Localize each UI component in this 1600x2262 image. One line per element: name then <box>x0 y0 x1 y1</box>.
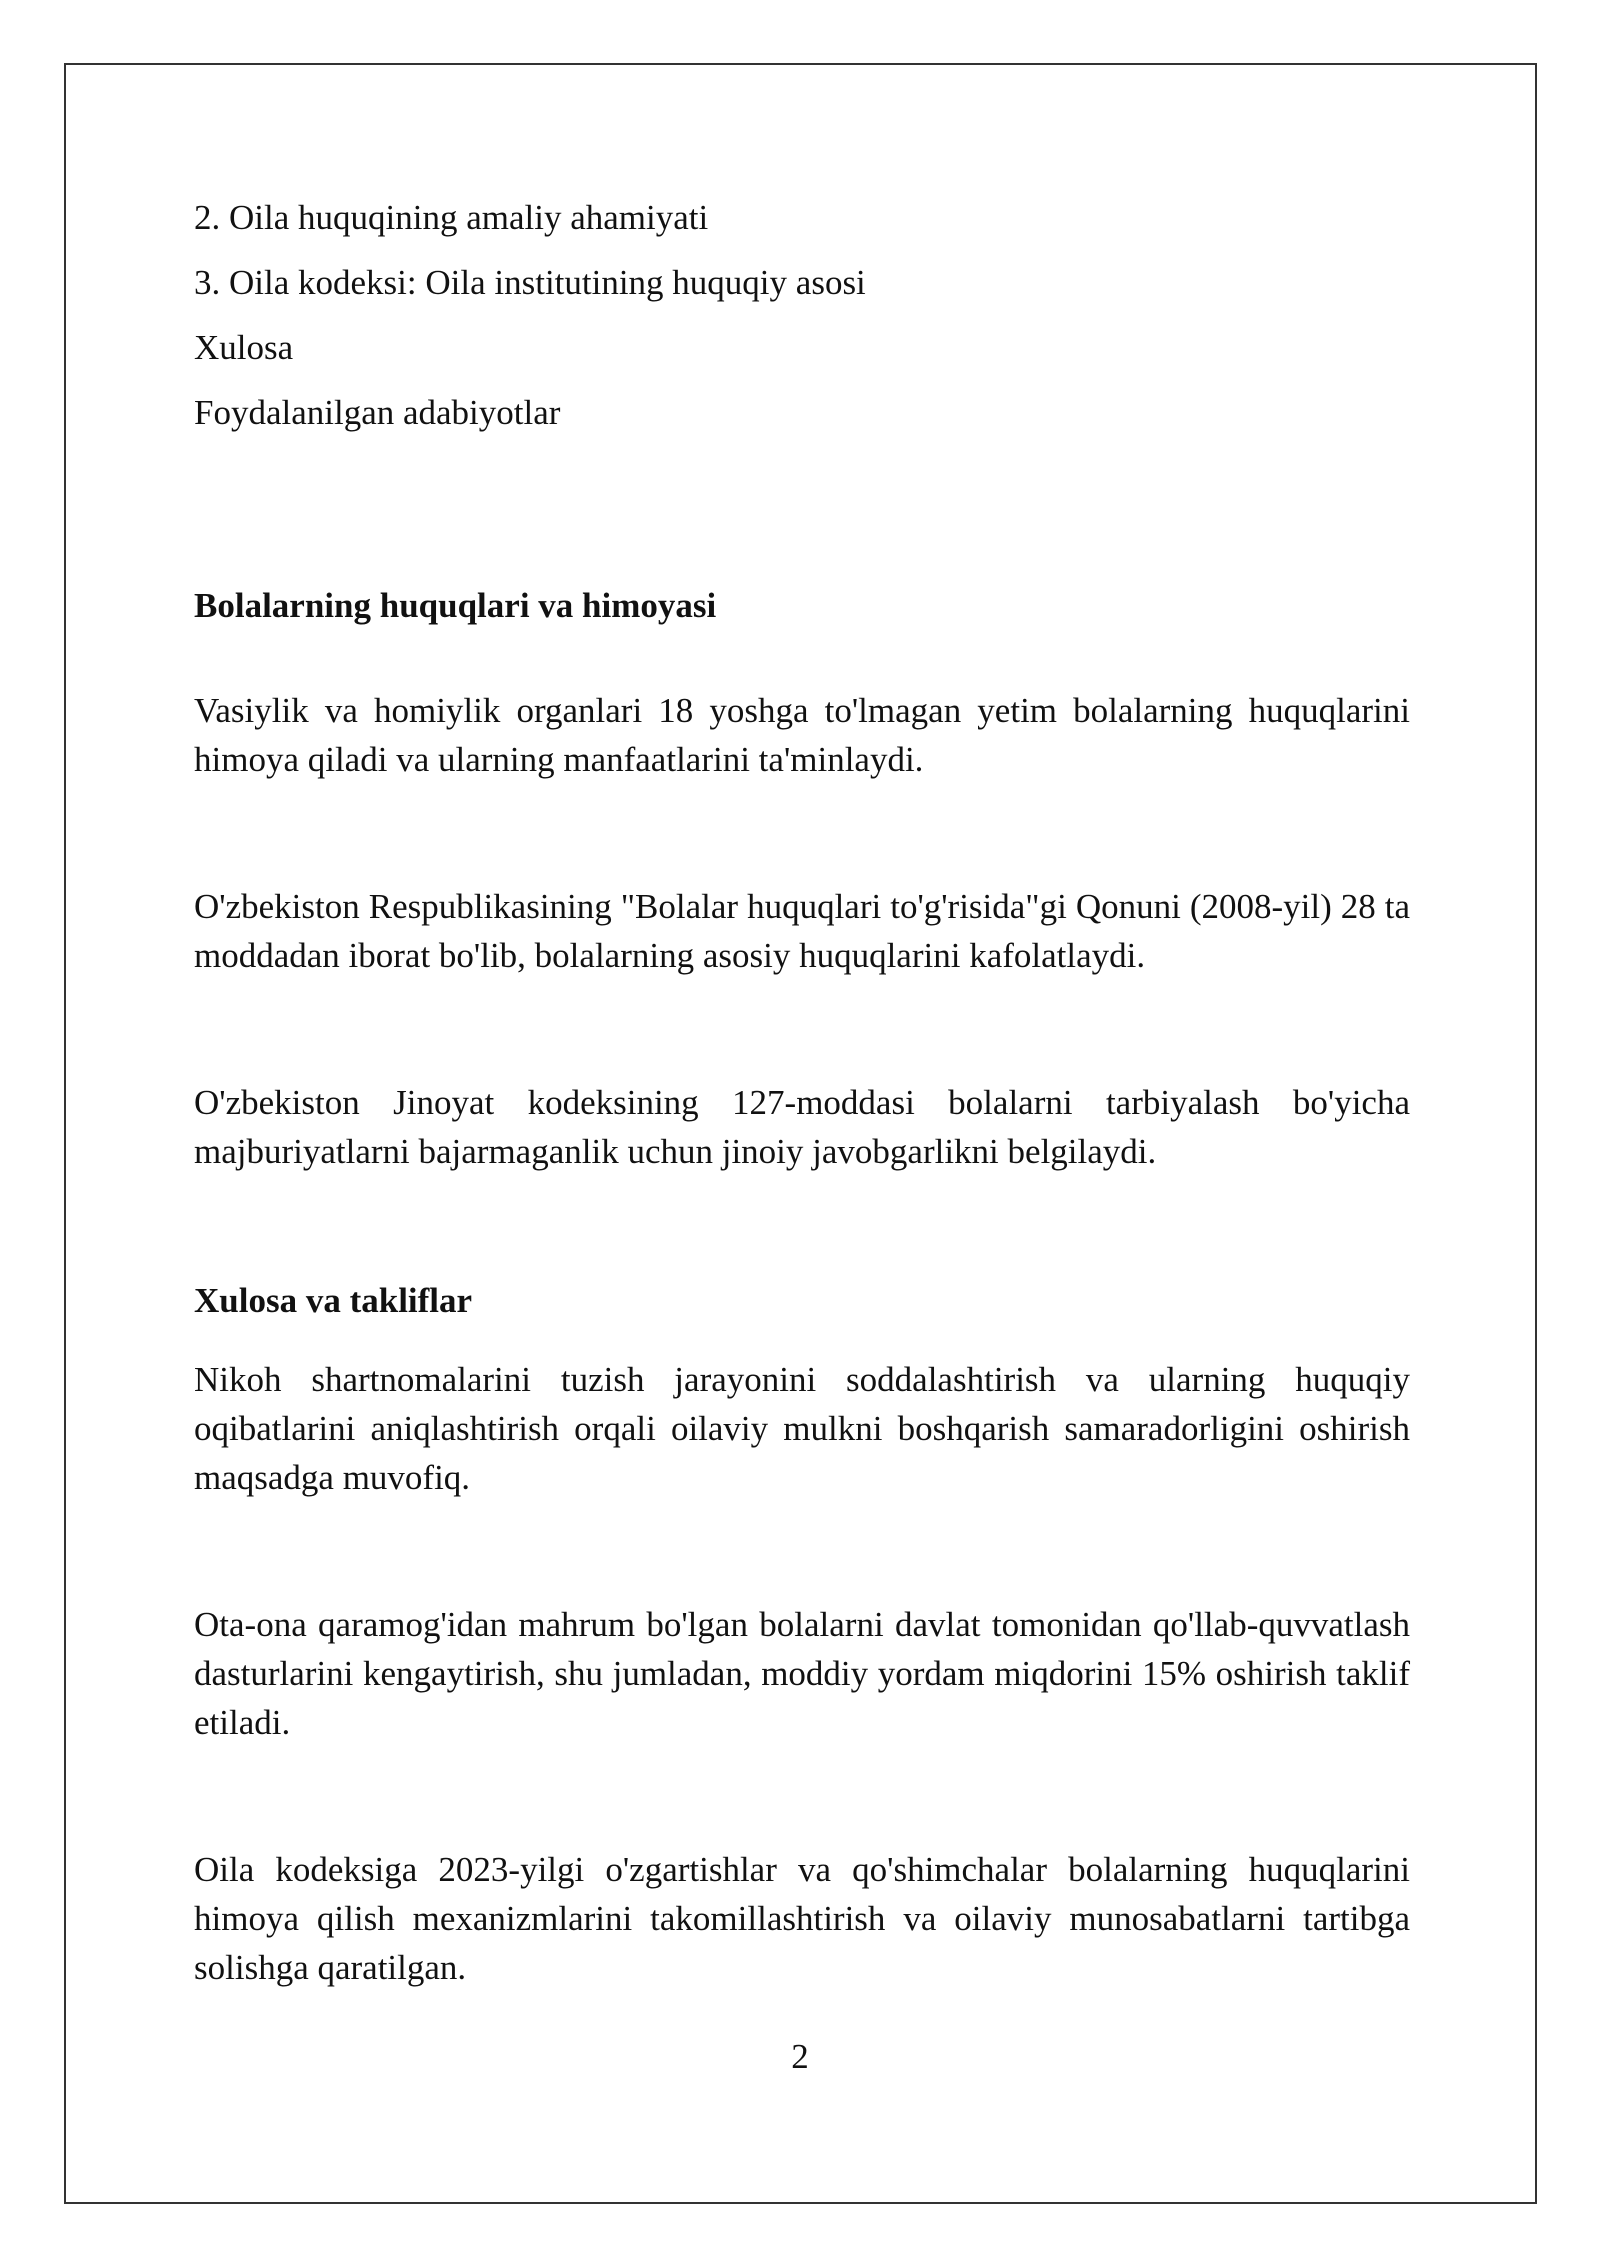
page-number: 2 <box>791 2037 809 2076</box>
paragraph: Oila kodeksiga 2023-yilgi o'zgartishlar va qo'shimchalar bolalarning huquqlarini himoya qilish mexanizmlarini takomillashtirish va oilaviy munosabatlarni tartibga solishga qaratilgan. <box>194 1850 1410 1987</box>
paragraph: O'zbekiston Respublikasining "Bolalar huquqlari to'g'risida"gi Qonuni (2008-yil) 28 ta moddadan iborat bo'lib, bolalarning asosiy huquqlarini kafolatlaydi. <box>194 887 1410 975</box>
toc-item: Foydalanilgan adabiyotlar <box>194 393 561 432</box>
paragraph: Nikoh shartnomalarini tuzish jarayonini soddalashtirish va ularning huquqiy oqibatlarini aniqlashtirish orqali oilaviy mulkni boshqarish samaradorligini oshirish maqsadga muvofiq. <box>194 1360 1410 1497</box>
paragraph: O'zbekiston Jinoyat kodeksining 127-moddasi bolalarni tarbiyalash bo'yicha majburiyatlarni bajarmaganlik uchun jinoiy javobgarlikni belgilaydi. <box>194 1083 1410 1171</box>
section-heading: Xulosa va takliflar <box>194 1281 473 1320</box>
section-heading: Bolalarning huquqlari va himoyasi <box>194 586 717 625</box>
toc-item: 2. Oila huquqining amaliy ahamiyati <box>194 198 709 237</box>
toc-item: Xulosa <box>194 328 294 367</box>
paragraph: Vasiylik va homiylik organlari 18 yoshga to'lmagan yetim bolalarning huquqlarini himoya qiladi va ularning manfaatlarini ta'minlaydi. <box>194 691 1410 779</box>
toc-item: 3. Oila kodeksi: Oila institutining huquqiy asosi <box>194 263 866 302</box>
paragraph: Ota-ona qaramog'idan mahrum bo'lgan bolalarni davlat tomonidan qo'llab-quvvatlash dasturlarini kengaytirish, shu jumladan, moddiy yordam miqdorini 15% oshirish taklif etiladi. <box>194 1605 1410 1742</box>
